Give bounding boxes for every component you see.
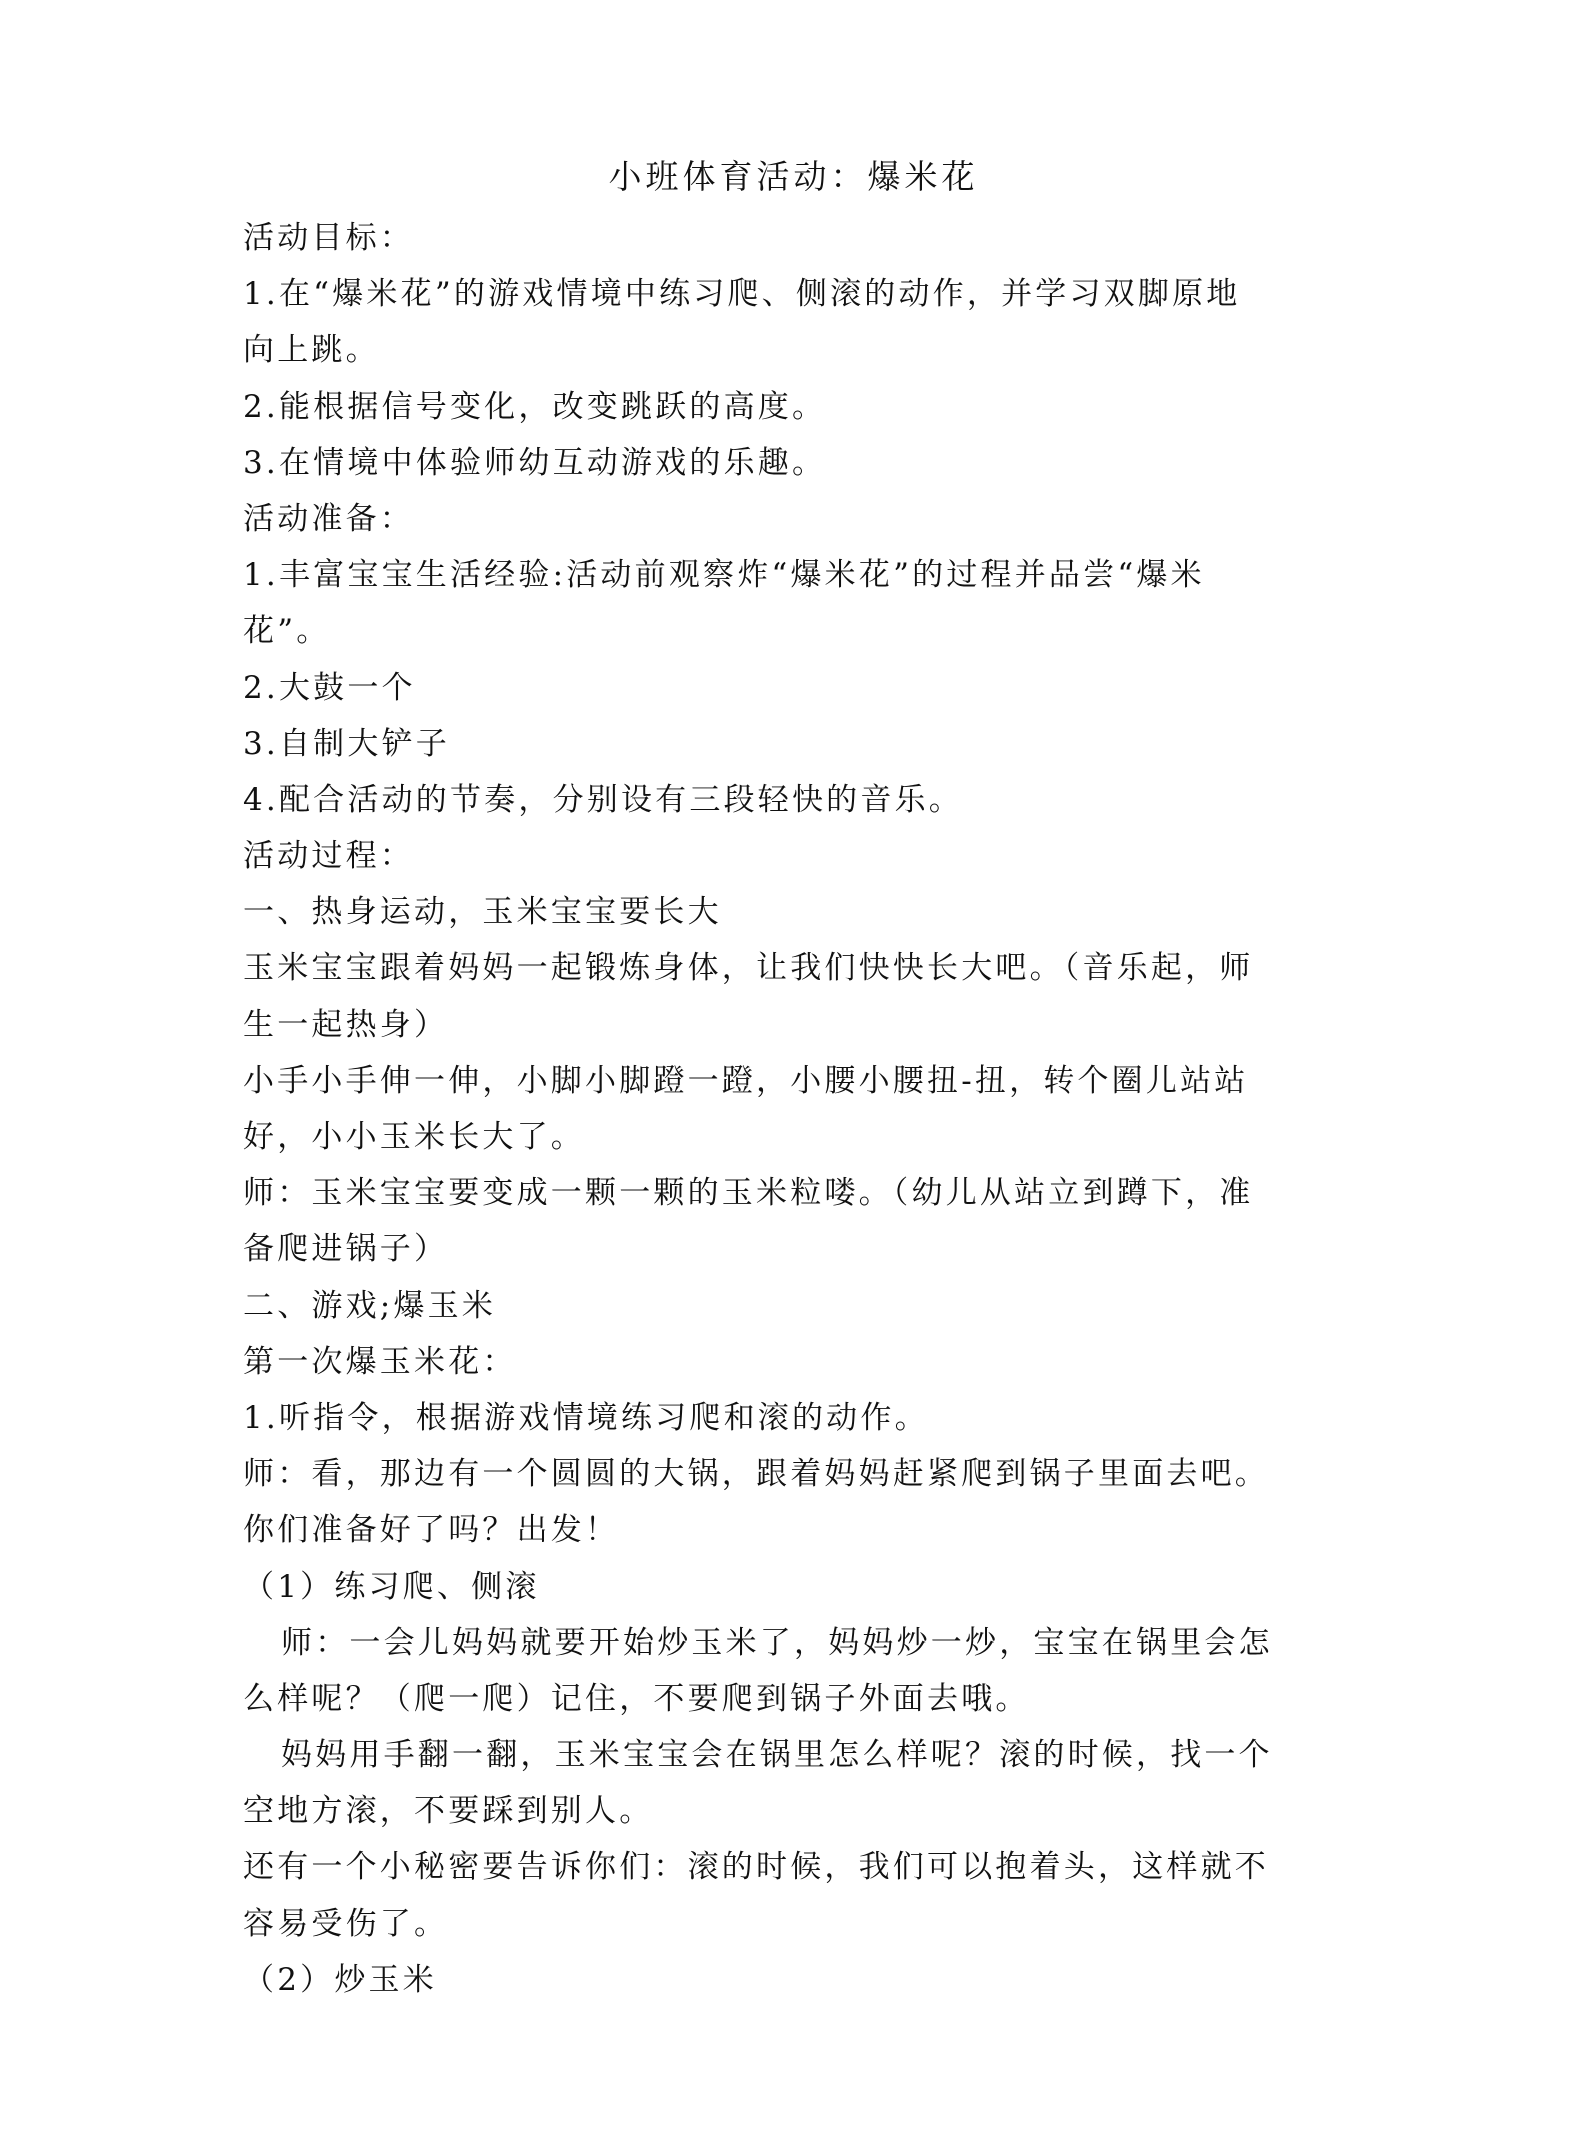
text-line: 你们准备好了吗？出发！: [243, 1512, 620, 1549]
document-body: [243, 210, 1353, 2008]
text-line: 好，小小玉米长大了。: [243, 1119, 585, 1155]
text-line: 一、热身运动，玉米宝宝要长大: [243, 894, 722, 931]
text-line: 活动准备：: [243, 500, 414, 537]
text-line: 空地方滚，不要踩到别人。: [243, 1793, 654, 1830]
text-line: 3.自制大铲子: [243, 725, 450, 762]
text-line: 4.配合活动的节奏，分别设有三段轻快的音乐。: [243, 781, 963, 818]
text-line: （1）练习爬、侧滚: [243, 1568, 540, 1605]
text-line: 容易受伤了。: [243, 1905, 449, 1942]
text-line: 生一起热身）: [243, 1006, 449, 1043]
text-line: 1.丰富宝宝生活经验:活动前观察炸“爆米花”的过程并品尝“爆米: [243, 557, 1205, 594]
text-line: 1.在“爆米花”的游戏情境中练习爬、侧滚的动作，并学习双脚原地: [243, 276, 1241, 313]
text-line: （2）炒玉米: [243, 1961, 437, 1998]
text-line: 二、游戏;爆玉米: [243, 1287, 497, 1324]
text-line: 2.能根据信号变化，改变跳跃的高度。: [243, 388, 827, 425]
text-line: 玉米宝宝跟着妈妈一起锻炼身体，让我们快快长大吧。（音乐起，师: [243, 950, 1254, 987]
text-line: 师：玉米宝宝要变成一颗一颗的玉米粒喽。（幼儿从站立到蹲下，准: [243, 1175, 1254, 1212]
text-line: 3.在情境中体验师幼互动游戏的乐趣。: [243, 444, 827, 481]
text-line: 花”。: [243, 613, 331, 650]
text-line: 么样呢？（爬一爬）记住，不要爬到锅子外面去哦。: [243, 1680, 1030, 1717]
text-line: 备爬进锅子）: [243, 1231, 449, 1268]
text-line: 1.听指令，根据游戏情境练习爬和滚的动作。: [243, 1399, 929, 1436]
text-line: 第一次爆玉米花：: [243, 1343, 517, 1380]
text-line: 活动过程：: [243, 838, 414, 875]
text-line: 活动目标：: [243, 220, 414, 256]
text-line: 小手小手伸一伸，小脚小脚蹬一蹬，小腰小腰扭-扭，转个圈儿站站: [243, 1062, 1249, 1099]
text-line: 向上跳。: [243, 332, 380, 369]
text-line: 师：一会儿妈妈就要开始炒玉米了，妈妈炒一炒，宝宝在锅里会怎: [281, 1624, 1273, 1661]
document-title: 小班体育活动：爆米花: [608, 157, 979, 196]
text-line: 师：看，那边有一个圆圆的大锅，跟着妈妈赶紧爬到锅子里面去吧。: [243, 1456, 1269, 1493]
text-line: 妈妈用手翻一翻，玉米宝宝会在锅里怎么样呢？滚的时候，找一个: [281, 1737, 1273, 1774]
text-line: 还有一个小秘密要告诉你们：滚的时候，我们可以抱着头，这样就不: [243, 1849, 1269, 1886]
text-line: 2.大鼓一个: [243, 669, 416, 706]
